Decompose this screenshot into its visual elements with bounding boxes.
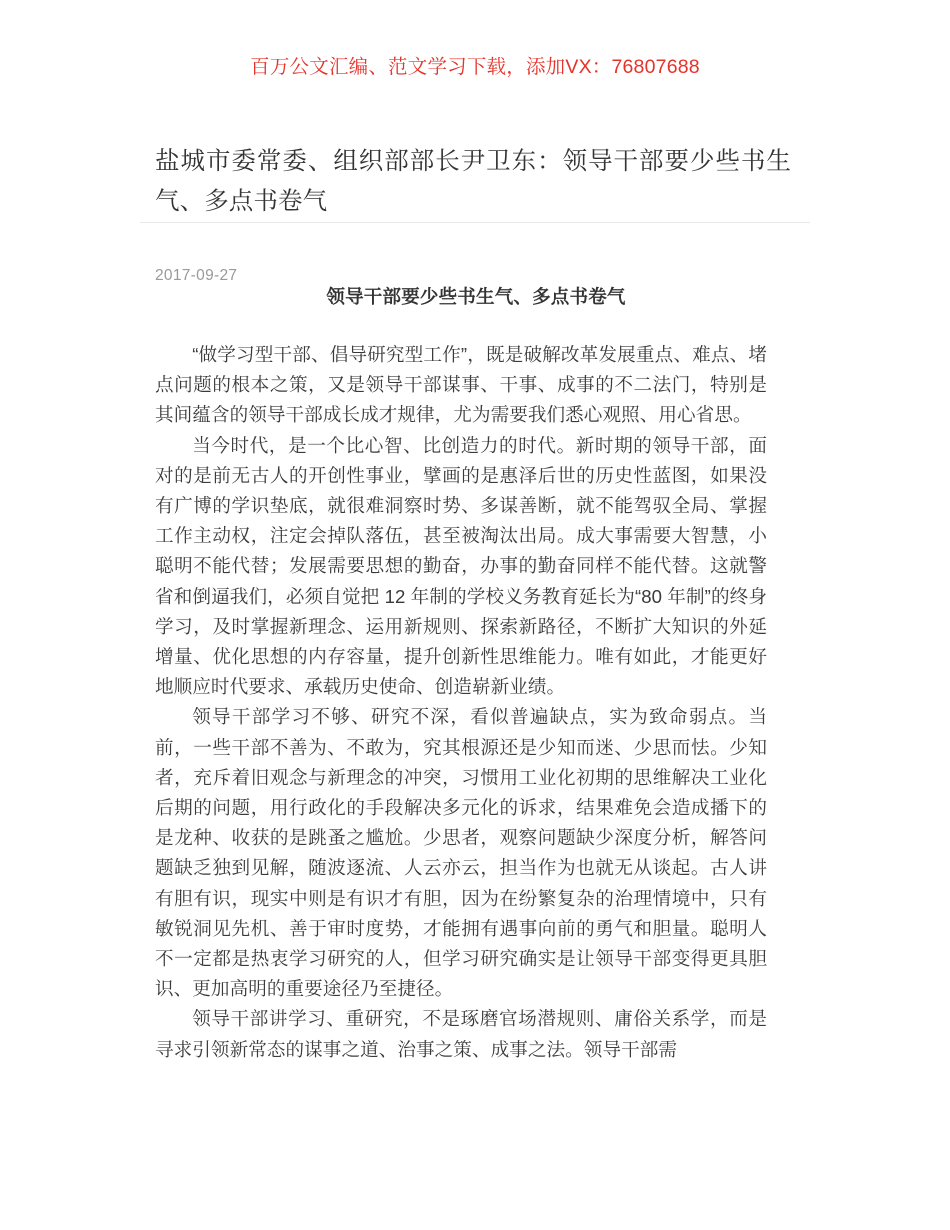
page-title: 盐城市委常委、组织部部长尹卫东：领导干部要少些书生气、多点书卷气 bbox=[155, 148, 791, 215]
body-paragraph: 领导干部讲学习、重研究，不是琢磨官场潜规则、庸俗关系学，而是寻求引领新常态的谋事之道、治事之策、成事之法。领导干部需 bbox=[155, 1008, 767, 1060]
article-body bbox=[155, 340, 767, 1065]
title-divider bbox=[140, 222, 810, 223]
body-paragraph: “做学习型干部、倡导研究型工作”，既是破解改革发展重点、难点、堵点问题的根本之策，又是领导干部谋事、干事、成事的不二法门，特别是其间蕴含的领导干部成长成才规律，尤为需要我们悉心观照、用心省思。 bbox=[155, 344, 767, 426]
body-paragraph: 领导干部学习不够、研究不深，看似普遍缺点，实为致命弱点。当前，一些干部不善为、不敢为，究其根源还是少知而迷、少思而怯。少知者，充斥着旧观念与新理念的冲突，习惯用工业化初期的思维解决工业化后期的问题，用行政化的手段解决多元化的诉求，结果难免会造成播下的是龙种、收获的是跳蚤之尴尬。少思者，观察问题缺少深度分析，解答问题缺乏独到见解，随波逐流、人云亦云，担当作为也就无从谈起。古人讲有胆有识，现实中则是有识才有胆，因为在纷繁复杂的治理情境中，只有敏锐洞见先机、善于审时度势，才能拥有遇事向前的勇气和胆量。聪明人不一定都是热衷学习研究的人，但学习研究确实是让领导干部变得更具胆识、更加高明的重要途径乃至捷径。 bbox=[155, 706, 767, 1000]
article-date: 2017-09-27 bbox=[155, 267, 238, 284]
body-paragraph: 当今时代，是一个比心智、比创造力的时代。新时期的领导干部，面对的是前无古人的开创性事业，擘画的是惠泽后世的历史性蓝图，如果没有广博的学识垫底，就很难洞察时势、多谋善断，就不能驾驭全局、掌握工作主动权，注定会掉队落伍，甚至被淘汰出局。成大事需要大智慧，小聪明不能代替；发展需要思想的勤奋，办事的勤奋同样不能代替。这就警省和倒逼我们，必须自觉把 12 年制的学校义务教育延长为“80 年制”的终身学习，及时掌握新理念、运用新规则、探索新路径，不断扩大知识的外延增量、优化思想的内存容量，提升创新性思维能力。唯有如此，才能更好地顺应时代要求、承载历史使命、创造崭新业绩。 bbox=[155, 434, 767, 698]
promo-banner-text: 百万公文汇编、范文学习下载，添加VX：76807688 bbox=[250, 56, 700, 78]
article-subtitle: 领导干部要少些书生气、多点书卷气 bbox=[326, 286, 626, 307]
